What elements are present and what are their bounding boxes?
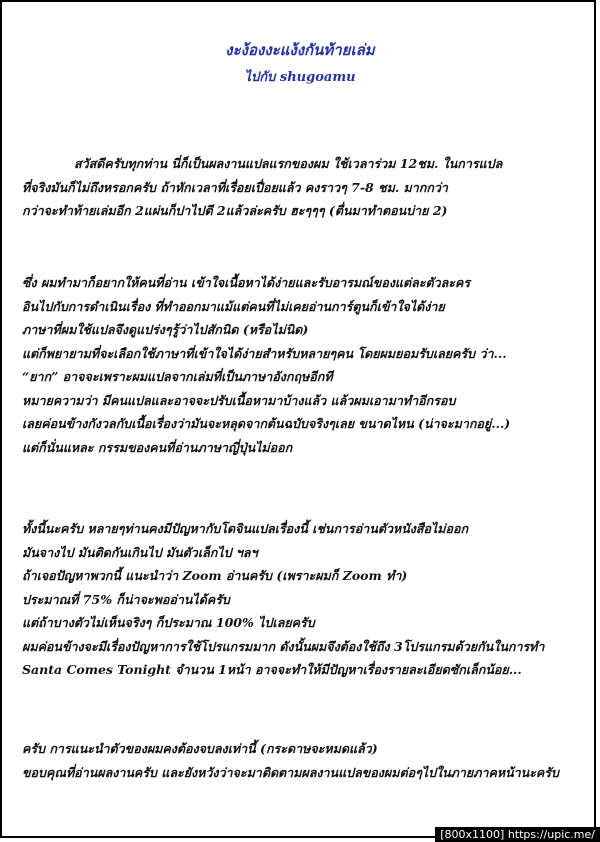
text-line: กว่าจะทำท้ายเล่มอีก 2แผ่นก็ปาไปตี 2แล้วล่ะครับ ฮะๆๆๆ (ตื่นมาทำตอนบ่าย 2) (22, 203, 448, 218)
text-line: “ยาก” อาจจะเพราะผมแปลจากเล่มที่เป็นภาษาอังกฤษอีกที (22, 369, 333, 384)
text-line: เลยค่อนข้างกังวลกับเนื้อเรื่องว่ามันจะหลุดจากต้นฉบับจริงๆเลย ขนาดไหน (น่าจะมากอยู่...) (22, 416, 511, 431)
text-line: ทั้งนี้นะครับ หลายๆท่านคงมีปัญหากับโดจินแปลเรื่องนี้ เช่นการอ่านตัวหนังสือไม่ออก (22, 521, 469, 536)
text-line: หมายความว่า มีคนแปลและอาจจะปรับเนื้อหามาบ้างแล้ว แล้วผมเอามาทำอีกรอบ (22, 392, 456, 408)
text-line: ภาษาที่ผมใช้แปลจึงดูแปร่งๆรู้ว่าไปสักนิด (หรือไม่นิด) (22, 322, 309, 337)
text-line: สวัสดีครับทุกท่าน นี่ก็เป็นผลงานแปลแรกของผม ใช้เวลาร่วม 12ชม. ในการแปล (74, 156, 503, 171)
paragraph-closing (22, 737, 582, 784)
text-line: แต่ก็พยายามที่จะเลือกใช้ภาษาที่เข้าใจได้ง่ายสำหรับหลายๆคน โดยผมยอมรับเลยครับ ว่า... (22, 345, 507, 361)
text-line: ครับ การแนะนำตัวของผมคงต้องจบลงเท่านี้ (กระดาษจะหมดแล้ว) (22, 741, 378, 756)
watermark-link[interactable]: [800x1100] https://upic.me/ (435, 827, 600, 842)
text-line: ที่จริงมันก็ไม่ถึงหรอกครับ ถ้าหักเวลาที่เรื่อยเปื่อยแล้ว คงราวๆ 7-8 ชม. มากกว่า (22, 179, 448, 195)
page-title: งะง้องงะแง้งกันท้ายเล่ม (225, 41, 375, 59)
paragraph-translation-notes (22, 271, 582, 459)
paragraph-reading-tips (22, 517, 582, 682)
text-line: ซึ่ง ผมทำมาก็อยากให้คนที่อ่าน เข้าใจเนื้อหาได้ง่ายและรับอารมณ์ของแต่ละตัวละคร (22, 275, 471, 290)
text-line: แต่ก็นั่นแหละ กรรมของคนที่อ่านภาษาญี่ปุ่นไม่ออก (22, 439, 293, 455)
paragraph-greeting (22, 152, 582, 223)
text-line: มันจางไป มันติดกันเกินไป มันตัวเล็กไป ฯลฯ (22, 544, 258, 560)
text-line: ผมค่อนข้างจะมีเรื่องปัญหาการใช้โปรแกรมมาก ดังนั้นผมจึงต้องใช้ถึง 3โปรแกรมด้วยกันในการทำ (22, 638, 545, 654)
text-line: อินไปกับการดำเนินเรื่อง ที่ทำออกมาแม้แต่คนที่ไม่เคยอ่านการ์ตูนก็เข้าใจได้ง่าย (22, 298, 445, 314)
text-line: Santa Comes Tonight จำนวน 1หน้า อาจจะทำให้มีปัญหาเรื่องรายละเอียดซักเล็กน้อย... (22, 662, 522, 677)
text-line: ถ้าเจอปัญหาพวกนี้ แนะนำว่า Zoom อ่านครับ (เพราะผมก็ Zoom ทำ) (22, 568, 408, 583)
text-line: แต่ถ้าบางตัวไม่เห็นจริงๆ ก็ประมาณ 100% ไปเลยครับ (22, 615, 315, 630)
text-line: ประมาณที่ 75% ก็น่าจะพออ่านได้ครับ (22, 591, 230, 607)
text-line: ขอบคุณที่อ่านผลงานครับ และยังหวังว่าจะมาติดตามผลงานแปลของผมต่อๆไปในภายภาคหน้านะครับ (22, 764, 559, 780)
page-subtitle: ไปกับ shugoamu (244, 70, 356, 85)
